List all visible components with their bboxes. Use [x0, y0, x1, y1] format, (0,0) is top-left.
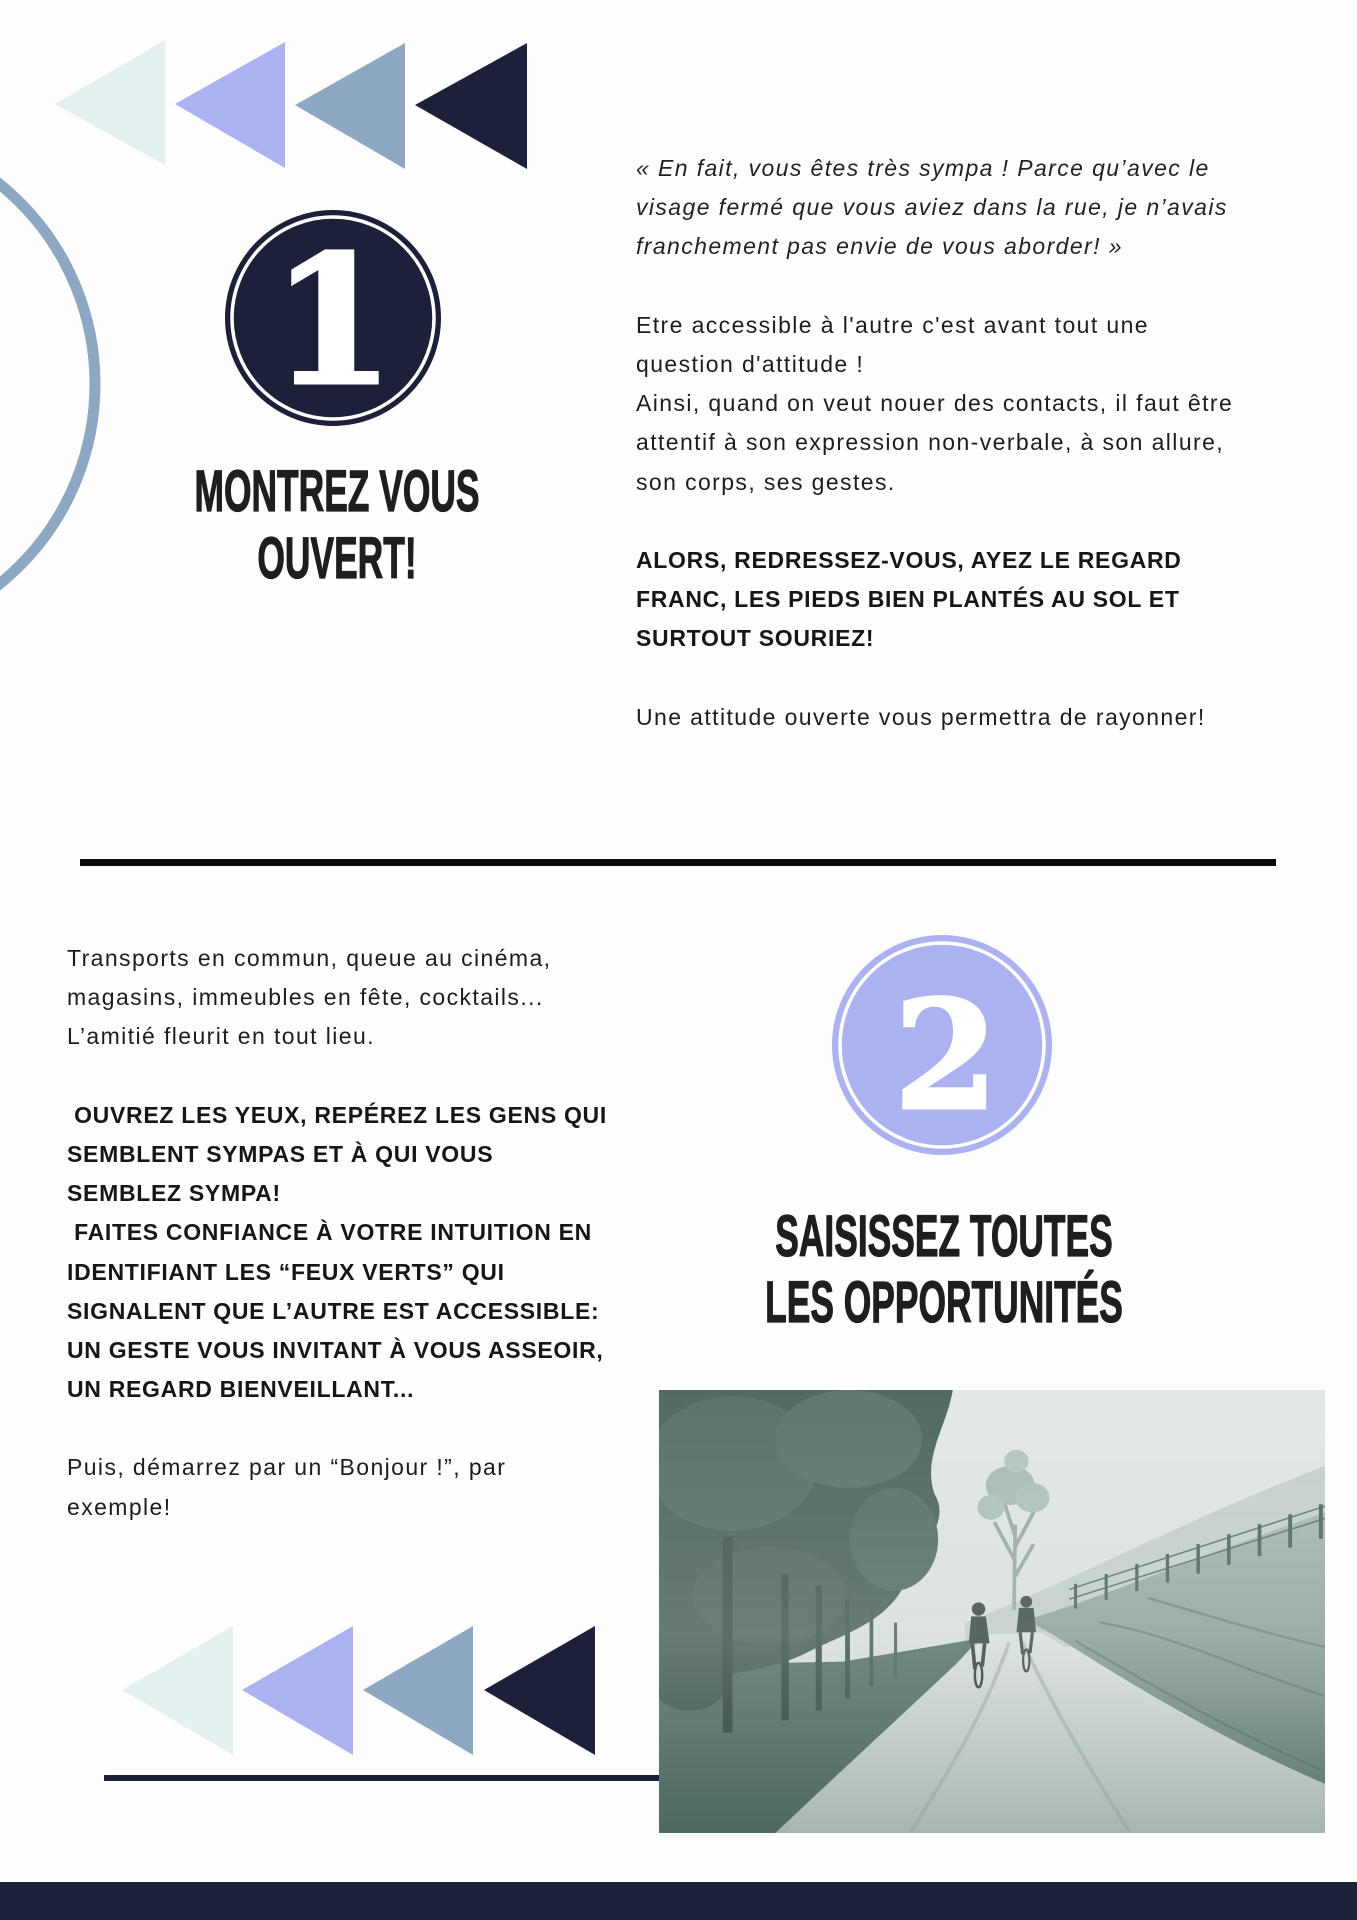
text-line: L’amitié fleurit en tout lieu. [67, 1023, 375, 1050]
text-line: exemple! [67, 1493, 172, 1520]
number-badge-1 [225, 210, 441, 426]
photo-fog [659, 1390, 1325, 1833]
section1-heading [142, 458, 532, 592]
badge-2-number: 2 [893, 968, 999, 1144]
advice-line: OUVREZ LES YEUX, REPÉREZ LES GENS QUI [67, 1101, 607, 1128]
heading-line: OUVERT! [257, 526, 417, 591]
number-badge-2 [832, 935, 1052, 1155]
advice-paragraph [636, 541, 1233, 659]
bottom-underline [104, 1775, 659, 1781]
heading-line: LES OPPORTUNITÉS [765, 1270, 1123, 1335]
text-line: Transports en commun, queue au cinéma, [67, 945, 552, 971]
quote-line: visage fermé que vous aviez dans la rue, je n’avais [636, 194, 1228, 221]
triangle-steel [295, 43, 405, 169]
advice-line: FAITES CONFIANCE À VOTRE INTUITION EN [67, 1219, 592, 1246]
advice-line: UN REGARD BIENVEILLANT... [67, 1376, 415, 1403]
triangle-pale [122, 1626, 233, 1755]
advice-line: IDENTIFIANT LES “FEUX VERTS” QUI [67, 1258, 505, 1285]
advice-line: ALORS, REDRESSEZ-VOUS, AYEZ LE REGARD [636, 546, 1182, 573]
section1-body [636, 149, 1233, 737]
triangle-periwinkle [175, 42, 285, 168]
quote-paragraph [636, 149, 1233, 267]
advice-paragraph [67, 1096, 607, 1410]
section2-heading [749, 1204, 1139, 1336]
advice-line: UN GESTE VOUS INVITANT À VOUS ASSEOIR, [67, 1336, 604, 1363]
advice-line: FRANC, LES PIEDS BIEN PLANTÉS AU SOL ET [636, 586, 1180, 613]
road-photo [647, 1390, 1325, 1833]
advice-line: SEMBLENT SYMPAS ET À QUI VOUS [67, 1140, 494, 1167]
text-line: son corps, ses gestes. [636, 468, 896, 495]
text-line: question d'attitude ! [636, 350, 865, 377]
quote-line: franchement pas envie de vous aborder! » [636, 233, 1123, 260]
intro-paragraph [636, 306, 1233, 502]
quote-line: « En fait, vous êtes très sympa ! Parce qu’avec le [636, 155, 1210, 181]
section-divider [80, 859, 1276, 866]
triangle-navy [484, 1626, 595, 1755]
advice-line: SIGNALENT QUE L’AUTRE EST ACCESSIBLE: [67, 1297, 600, 1324]
footer-bar [0, 1882, 1357, 1920]
text-line: Ainsi, quand on veut nouer des contacts, il faut être [636, 390, 1234, 417]
text-line: attentif à son expression non-verbale, à son allure, [636, 429, 1225, 456]
bottom-arrow-triangles [122, 1626, 595, 1755]
text-line: magasins, immeubles en fête, cocktails... [67, 984, 544, 1011]
triangle-navy [415, 43, 527, 169]
text-line: Une attitude ouverte vous permettra de rayonner! [636, 703, 1206, 730]
top-arrow-triangles [55, 40, 527, 169]
heading-line: SAISISSEZ TOUTES [775, 1204, 1113, 1269]
closing-paragraph [67, 1448, 607, 1526]
advice-line: SEMBLEZ SYMPA! [67, 1180, 281, 1207]
heading-line: MONTREZ VOUS [194, 459, 480, 524]
text-line: Puis, démarrez par un “Bonjour !”, par [67, 1454, 507, 1481]
intro-paragraph [67, 939, 607, 1057]
section2-body [67, 939, 607, 1527]
triangle-pale [55, 40, 165, 165]
badge-1-number: 1 [271, 216, 395, 425]
closing-paragraph [636, 698, 1233, 737]
text-line: Etre accessible à l'autre c'est avant tout une [636, 311, 1149, 338]
triangle-periwinkle [242, 1626, 353, 1755]
advice-line: SURTOUT SOURIEZ! [636, 625, 875, 652]
decorative-arc [0, 127, 95, 641]
triangle-steel [363, 1626, 473, 1755]
